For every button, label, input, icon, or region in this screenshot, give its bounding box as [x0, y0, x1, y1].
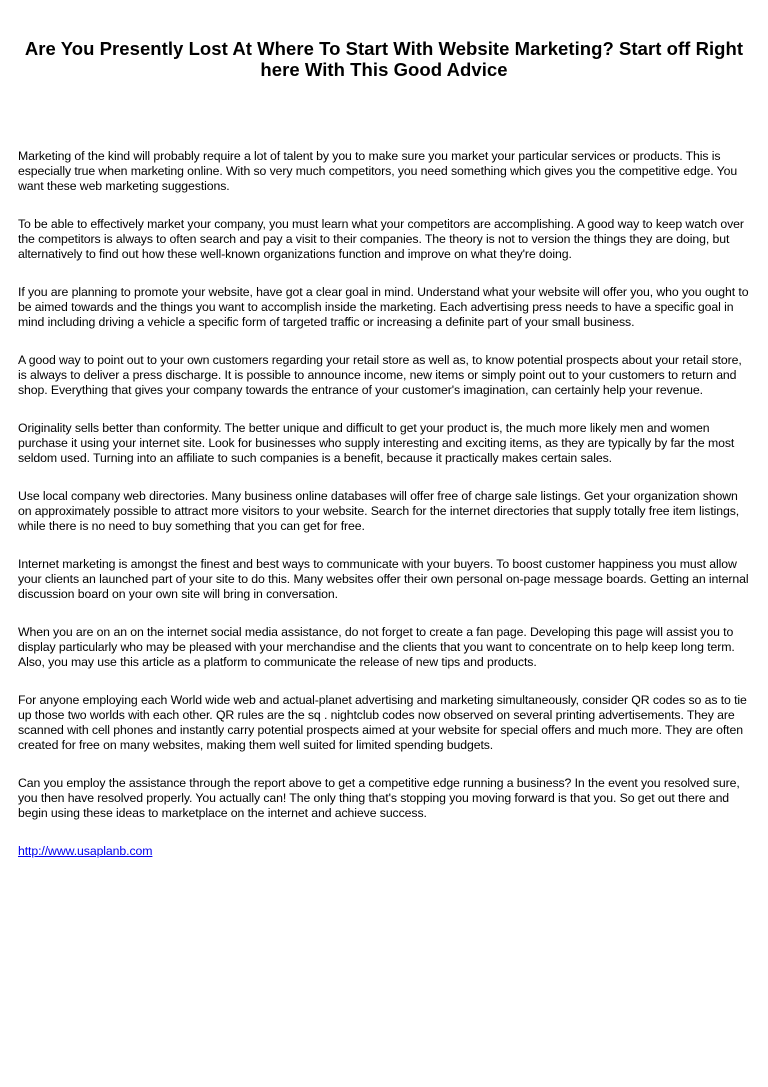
paragraph-2: To be able to effectively market your company, you must learn what your competitors are accomplishing. A good way to keep watch over the competitors is always to often search and pay a visit to their companies. The theory is not to version the things they are doing, but alternatively to find out how these well-known organizations function and improve on what they're doing.	[18, 217, 744, 261]
paragraph-7: Internet marketing is amongst the finest and best ways to communicate with your buyers. To boost customer happiness you must allow your clients an launched part of your site to do this. Many websites offer their own personal on-page message boards. Getting an internal discussion board on your own site will bring in conversation.	[18, 557, 749, 601]
paragraph-4: A good way to point out to your own customers regarding your retail store as well as, to know potential prospects about your retail store, is always to deliver a press discharge. It is possible to announce income, new items or simply point out to your customers to return and shop. Everything that gives your company towards the entrance of your customer's imagination, can certainly help your revenue.	[18, 353, 742, 397]
paragraph-9: For anyone employing each World wide web and actual-planet advertising and marketing simultaneously, consider QR codes so as to tie up those two worlds with each other. QR rules are the sq . nightclub codes now observed on several printing advertisements. They are scanned with cell phones and instantly carry potential prospects aimed at your website for special offers and much more. They are often created for free on many websites, making them well suited for limited spending budgets.	[18, 693, 747, 752]
document-body	[18, 149, 750, 859]
paragraph-3: If you are planning to promote your website, have got a clear goal in mind. Understand what your website will offer you, who you ought to be aimed towards and the things you want to accomplish inside the marketing. Each advertising press needs to have a specific goal in mind including driving a vehicle a specific form of targeted traffic or increasing a definite part of your small business.	[18, 285, 749, 329]
paragraph-6: Use local company web directories. Many business online databases will offer free of charge sale listings. Get your organization shown on approximately possible to attract more visitors to your website. Search for the internet directories that supply totally free item listings, while there is no need to buy something that you can get for free.	[18, 489, 740, 533]
document-title: Are You Presently Lost At Where To Start With Website Marketing? Start off Right here With This Good Advice	[24, 38, 744, 80]
paragraph-8: When you are on an on the internet social media assistance, do not forget to create a fan page. Developing this page will assist you to display particularly who may be pleased with your merchandise and the clients that you want to concentrate on to help keep long term. Also, you may use this article as a platform to communicate the release of new tips and products.	[18, 625, 735, 669]
paragraph-1: Marketing of the kind will probably require a lot of talent by you to make sure you market your particular services or products. This is especially true when marketing online. With so very much competitors, you need something which gives you the competitive edge. You want these web marketing suggestions.	[18, 149, 738, 193]
link-paragraph	[18, 844, 750, 859]
paragraph-10: Can you employ the assistance through the report above to get a competitive edge running a business? In the event you resolved sure, you then have resolved properly. You actually can! The only thing that's stopping you moving forward is that you. So get out there and begin using these ideas to marketplace on the internet and achieve success.	[18, 776, 740, 820]
website-link[interactable]: http://www.usaplanb.com	[18, 844, 153, 858]
paragraph-5: Originality sells better than conformity. The better unique and difficult to get your product is, the much more likely men and women purchase it using your internet site. Look for businesses who supply interesting and exciting items, as they are typically by far the most seldom used. Turning into an affiliate to such companies is a benefit, because it practically makes certain sales.	[18, 421, 735, 465]
